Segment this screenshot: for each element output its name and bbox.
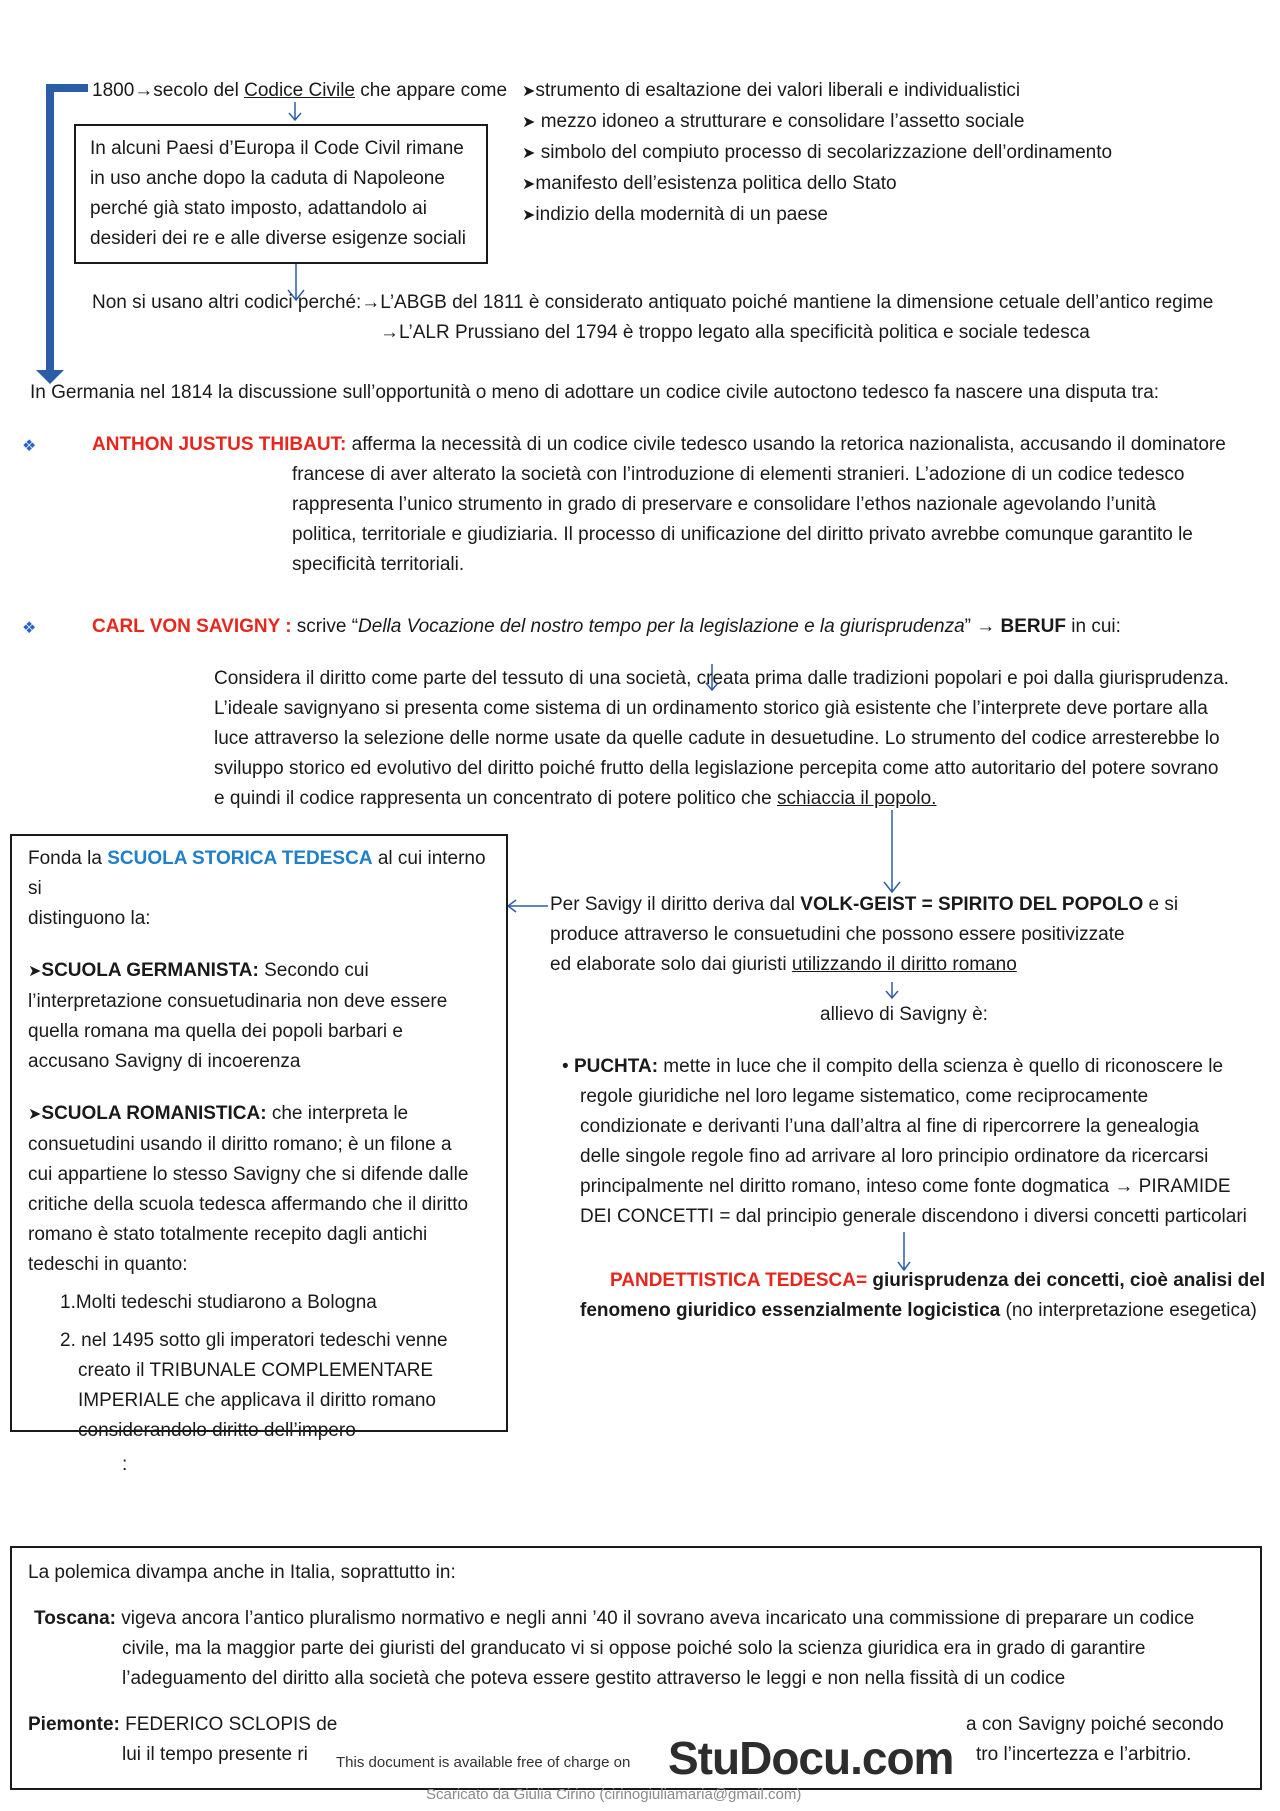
codice-qualities-list [522,76,1112,231]
intro-prefix: 1800→secolo del [92,80,245,101]
arrow-bullet-icon: ➤ [522,176,536,193]
pandettistica-section: PANDETTISTICA TEDESCA= giurisprudenza dei concetti, cioè analisi del fenomeno giuridico essenzialmente logicistica (no interpretazione esegetica) [580,1270,1266,1321]
thibaut-section: ANTHON JUSTUS THIBAUT: afferma la necessità di un codice civile tedesco usando la retorica nazionalista, accusando il dominatore francese di aver alterato la società con l’introduzione di elementi stranieri. L’adozione di un codice tedesco rappresenta l’unico strumento in grado di preservare e consolidare l’ethos nazionale agevolando l’unità politica, territoriale e giudiziaria. Il processo di unificazione del diritto privato avrebbe comunque garantito le specificità territoriali. [92,434,1226,575]
list-item: ➤ mezzo idoneo a strutturare e consolidare l’assetto sociale [522,111,1025,132]
scuola-storica-box: Fonda la SCUOLA STORICA TEDESCA al cui interno si distinguono la: ➤SCUOLA GERMANISTA: Secondo cui l’interpretazione consuetudinaria non deve essere quella romana ma quella dei popoli barbari e accusano Savigny di incoerenza ➤SCUOLA ROMANISTICA: che interpreta le consuetudini usando il diritto romano; è un filone a cui appartiene lo stesso Savigny che si difende dalle critiche della scuola tedesca affermando che il diritto romano è stato totalmente recepito dagli antichi tedeschi in quanto: 1.Molti tedeschi studiarono a Bologna 2. nel 1495 sotto gli imperatori tedeschi venne creato il TRIBUNALE COMPLEMENTARE IMPERIALE che applicava il diritto romano considerandolo diritto dell’impero [10,834,508,1432]
thibaut-name: ANTHON JUSTUS THIBAUT: [92,434,347,455]
list-item: ➤indizio della modernità di un paese [522,204,828,225]
arrow-to-scuola [508,900,548,912]
alr-line: →L’ALR Prussiano del 1794 è troppo legato alla specificità politica e sociale tedesca [380,322,1090,343]
arrow-schiaccia [884,810,900,892]
beruf-term: BERUF [1000,616,1066,637]
list-item: ➤manifesto dell’esistenza politica dello Stato [522,173,897,194]
diamond-bullet-icon: ❖ [22,620,37,637]
pandettistica-title: PANDETTISTICA TEDESCA= [610,1270,868,1291]
arrow-allievo [886,982,898,998]
germania-line: In Germania nel 1814 la discussione sull’opportunità o meno di adottare un codice civile autoctono tedesco fa nascere una disputa tra: [30,382,1160,403]
arrow-bullet-icon: ➤ [522,114,536,131]
schiaccia-il-popolo: schiaccia il popolo. [776,788,937,809]
bullet-dot-icon: • [562,1056,569,1077]
scuola-germanista-title: SCUOLA GERMANISTA: [41,960,259,981]
downloaded-by: Scaricato da Giulia Cirino (cirinogiuliamaria@gmail.com) [426,1786,802,1803]
toscana-label: Toscana: [34,1608,117,1629]
arrow-pandettistica [898,1232,910,1270]
italia-box: La polemica divampa anche in Italia, soprattutto in: Toscana: vigeva ancora l’antico pluralismo normativo e negli anni ’40 il sovrano aveva incaricato una commissione di preparare un codice civile, ma la maggior parte dei giuristi del granducato vi si oppose poiché solo la scienza giuridica era in grado di garantire l’adeguamento del diritto alla società che poteva essere gestito attraverso le leggi e non nella fissità di un codice Piemonte: FEDERICO SCLOPIS de a con Savigny poiché secondo lui il tempo presente ri tro l’incertezza e l’arbitrio. [10,1546,1262,1790]
arrow-bullet-icon: ➤ [522,145,536,162]
volkgeist-term: VOLK-GEIST = SPIRITO DEL POPOLO [800,894,1144,915]
arrow-bullet-icon: ➤ [28,963,42,980]
scuola-storica-title: SCUOLA STORICA TEDESCA [107,848,373,869]
intro-line [92,76,507,106]
book-title: Della Vocazione del nostro tempo per la legislazione e la giurisprudenza [358,616,965,637]
list-item: 1.Molti tedeschi studiarono a Bologna [60,1292,377,1313]
volkgeist-paragraph: Per Savigy il diritto deriva dal VOLK-GEIST = SPIRITO DEL POPOLO e si produce attraverso le consuetudini che possono essere positivizzate ed elaborate solo dai giuristi utilizzando il diritto romano [550,894,1179,975]
codice-civile-text: Codice Civile [244,80,355,101]
arrow-bullet-icon: ➤ [522,207,536,224]
savigny-name: CARL VON SAVIGNY : [92,616,292,637]
list-item: 2. nel 1495 sotto gli imperatori tedeschi venne creato il TRIBUNALE COMPLEMENTARE IMPERIALE che applicava il diritto romano considerandolo diritto dell’impero [60,1330,448,1441]
arrow-bullet-icon: ➤ [28,1106,42,1123]
list-item: ➤strumento di esaltazione dei valori liberali e individualistici [522,80,1021,101]
savigny-heading: CARL VON SAVIGNY : scrive “Della Vocazione del nostro tempo per la legislazione e la giurisprudenza” → BERUF in cui: [92,616,1121,637]
studocu-note: This document is available free of charge on [336,1754,631,1771]
list-item: ➤ simbolo del compiuto processo di secolarizzazione dell’ordinamento [522,142,1113,163]
piemonte-label: Piemonte: [28,1714,120,1735]
code-civil-box: In alcuni Paesi d’Europa il Code Civil rimane in uso anche dopo la caduta di Napoleone perché già stato imposto, adattandolo ai desideri dei re e alle diverse esigenze sociali [74,124,488,264]
stray-colon: : [122,1454,128,1475]
studocu-logo: StuDocu.com [668,1732,954,1784]
italia-intro: La polemica divampa anche in Italia, soprattutto in: [28,1562,456,1583]
savigny-paragraph: Considera il diritto come parte del tessuto di una società, creata prima dalle tradizioni popolari e poi dalla giurisprudenza. L’ideale savignyano si presenta come sistema di un ordinamento storico già esistente che l’interprete deve portare alla luce attraverso la selezione delle norme usate da quelle cadute in desuetudine. Lo strumento del codice arresterebbe lo sviluppo storico ed evolutivo del diritto poiché frutto della legislazione percepita come atto autoritario del potere sovrano e quindi il codice rappresenta un concentrato di potere politico che schiaccia il popolo. [214,668,1229,809]
arrow-bullet-icon: ➤ [522,83,536,100]
diamond-bullet-icon: ❖ [22,438,37,455]
allievo-line: allievo di Savigny è: [820,1004,988,1025]
puchta-name: PUCHTA: [573,1056,659,1077]
non-si-usano-line: Non si usano altri codici perché:→L’ABGB del 1811 è considerato antiquato poiché mantiene la dimensione cetuale dell’antico regime [92,292,1214,313]
intro-suffix: che appare come [354,80,508,101]
puchta-section: • PUCHTA: mette in luce che il compito della scienza è quello di riconoscere le regole giuridiche nel loro legame sistematico, come reciprocamente condizionate e derivanti l’una dall’altra al fine di ripercorrere la genealogia delle singole regole fino ad arrivare al loro principio ordinatore da ricercarsi principalmente nel diritto romano, inteso come fonte dogmatica → PIRAMIDE DEI CONCETTI = dal principio generale discendono i diversi concetti particolari [562,1056,1247,1227]
scuola-romanistica-title: SCUOLA ROMANISTICA: [41,1103,267,1124]
